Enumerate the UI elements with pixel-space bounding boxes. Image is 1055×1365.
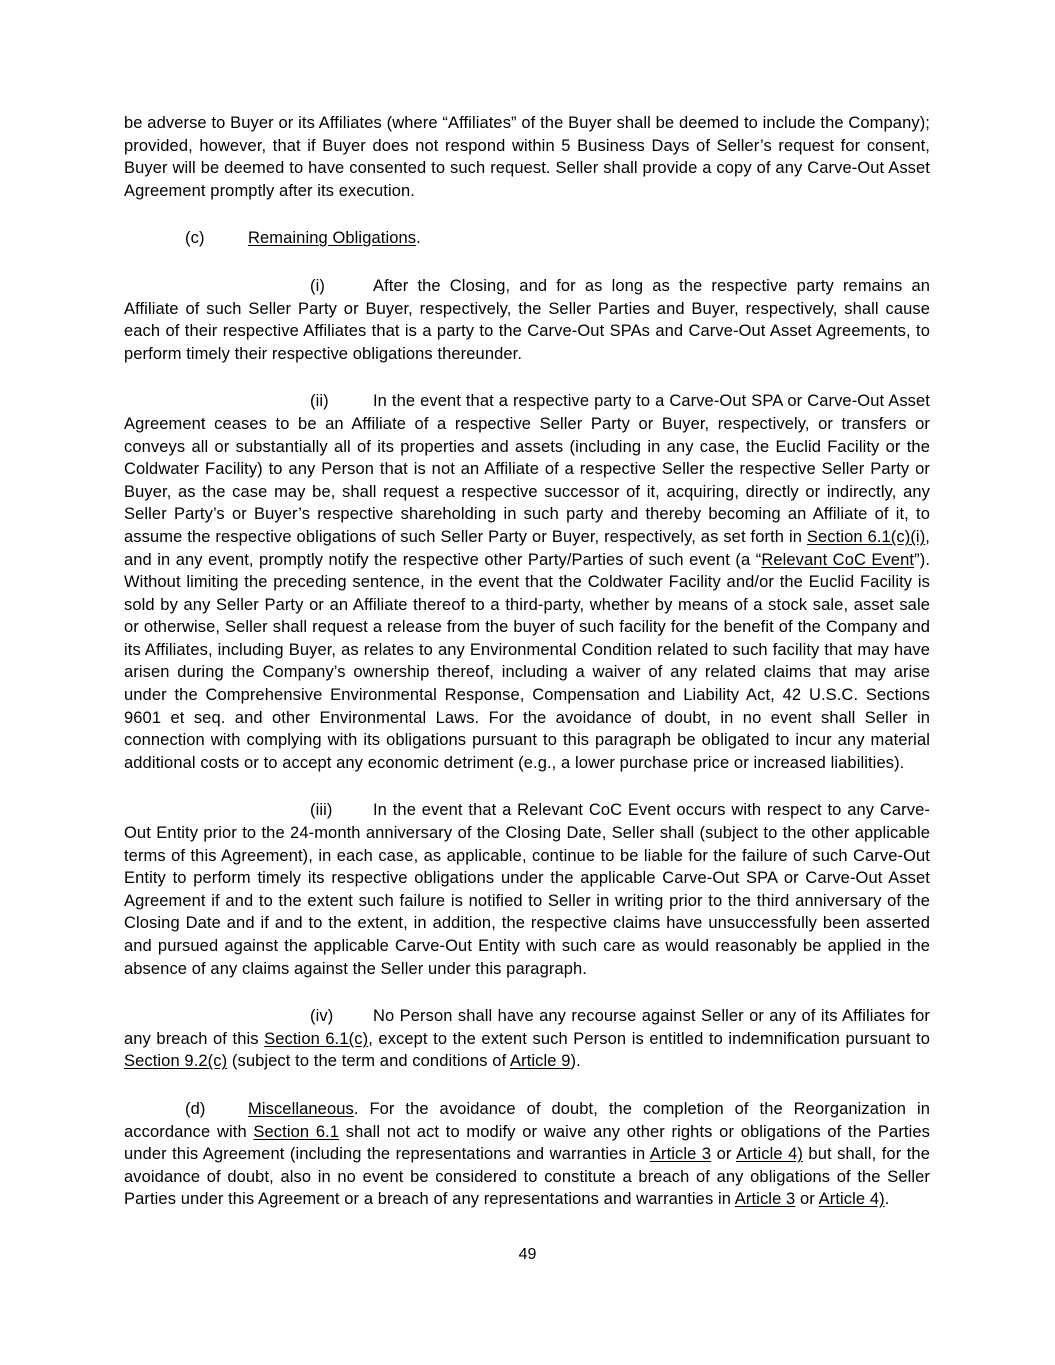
paragraph-iv [124,1005,930,1073]
heading-text: Remaining Obligations [248,229,417,248]
section-reference: Article 4) [818,1190,885,1209]
section-reference: Article 3 [734,1190,796,1209]
body-run: . [884,1190,890,1209]
body-run: (subject to the term and conditions of [227,1052,511,1071]
body-run: ”). Without limiting the preceding sentence, in the event that the Coldwater Facility and/or the Euclid Facility is sold by any Seller Party or an Affiliate thereof to a third-party, whether by means of a stock sale, asset sale or otherwise, Seller shall request a release from the buyer of such facility for the benefit of the Company and its Affiliates, including Buyer, as relates to any Environmental Condition related to such facility that may have arisen during the Company’s ownership thereof, including a waiver of any related claims that may arise under the Comprehensive Environmental Response, Compensation and Liability Act, 42 U.S.C. Sections 9601 et seq. and other Environmental Laws. For the avoidance of doubt, in no event shall Seller in connection with complying with its obligations pursuant to this paragraph be obligated to incur any material additional costs or to accept any economic detriment (e.g., a lower purchase price or increased liabilities). [124,550,930,772]
body-run: After the Closing, and for as long as the respective party remains an Affiliate of such Seller Party or Buyer, respectively, the Seller Parties and Buyer, respectively, shall cause each of their respective Affiliates that is a party to the Carve-Out SPAs and Carve-Out Asset Agreements, to perform timely their respective obligations thereunder. [124,276,930,363]
paragraph-d [124,1098,930,1211]
body-run: or [711,1145,737,1164]
clause-label: (c) [185,229,205,248]
heading-text: Miscellaneous [248,1099,354,1118]
clause-label: (i) [310,276,325,295]
section-reference: Section 6.1(c)(i) [806,527,926,546]
body-run: In the event that a Relevant CoC Event occurs with respect to any Carve-Out Entity prior to the 24-month anniversary of the Closing Date, Seller shall (subject to the other applicable terms of this Agreement), in each case, as applicable, continue to be liable for the failure of such Carve-Out Entity to perform timely its respective obligations under the applicable Carve-Out SPA or Carve-Out Asset Agreement if and to the extent such failure is notified to Seller in writing prior to the third anniversary of the Closing Date and if and to the extent, in addition, the respective claims have unsuccessfully been asserted and pursued against the applicable Carve-Out Entity with such care as would reasonably be applied in the absence of any claims against the Seller under this paragraph. [124,801,930,978]
document-page [124,112,930,1236]
body-run: . [416,229,421,248]
paragraph-i [124,275,930,365]
body-run: , except to the extent such Person is entitled to indemnification pursuant to [368,1029,930,1048]
body-run: , and in any event, promptly notify the respective other Party/Parties of such event (a “ [124,527,930,569]
body-run: shall not act to modify or waive any other rights or obligations of the Parties under this Agreement (including the representations and warranties in [124,1122,930,1164]
body-run: ). [570,1052,581,1071]
page-number: 49 [518,1246,537,1263]
clause-label: (iv) [310,1007,334,1026]
paragraph-continuation [124,112,930,202]
section-reference: Article 3 [649,1145,712,1164]
paragraph-iii [124,799,930,980]
body-run: No Person shall have any recourse against Seller or any of its Affiliates for any breach of this [124,1007,930,1048]
body-run: . For the avoidance of doubt, the completion of the Reorganization in accordance with [124,1099,930,1141]
clause-label: (iii) [310,801,333,820]
section-reference: Section 6.1(c) [264,1029,369,1048]
clause-label: (d) [185,1099,206,1118]
defined-term: Relevant CoC Event [761,550,915,569]
paragraph-ii [124,390,930,774]
body-run: be adverse to Buyer or its Affiliates (where “Affiliates” of the Buyer shall be deemed to include the Company); provided, however, that if Buyer does not respond within 5 Business Days of Seller’s request for consent, Buyer will be deemed to have consented to such request. Seller shall provide a copy of any Carve-Out Asset Agreement promptly after its execution. [124,114,930,200]
body-run: or [795,1190,819,1209]
section-reference: Section 9.2(c) [124,1052,228,1071]
clause-label: (ii) [310,392,329,411]
paragraph-c-heading [124,227,930,250]
body-run: In the event that a respective party to a Carve-Out SPA or Carve-Out Asset Agreement ceases to be an Affiliate of a respective Seller Party or Buyer, respectively, or transfers or conveys all or substantially all of its properties and assets (including in any case, the Euclid Facility or the Coldwater Facility) to any Person that is not an Affiliate of a respective Seller the respective Seller Party or Buyer, as the case may be, shall request a respective successor of it, acquiring, directly or indirectly, any Seller Party’s or Buyer’s respective shareholding in such party and thereby becoming an Affiliate of it, to assume the respective obligations of such Seller Party or Buyer, respectively, as set forth in [124,392,930,546]
section-reference: Article 9 [510,1052,571,1071]
section-reference: Article 4) [736,1145,803,1164]
section-reference: Section 6.1 [253,1122,340,1141]
body-run: but shall, for the avoidance of doubt, also in no event be considered to constitute a breach of any obligations of the Seller Parties under this Agreement or a breach of any representations and warranties in [124,1145,930,1209]
